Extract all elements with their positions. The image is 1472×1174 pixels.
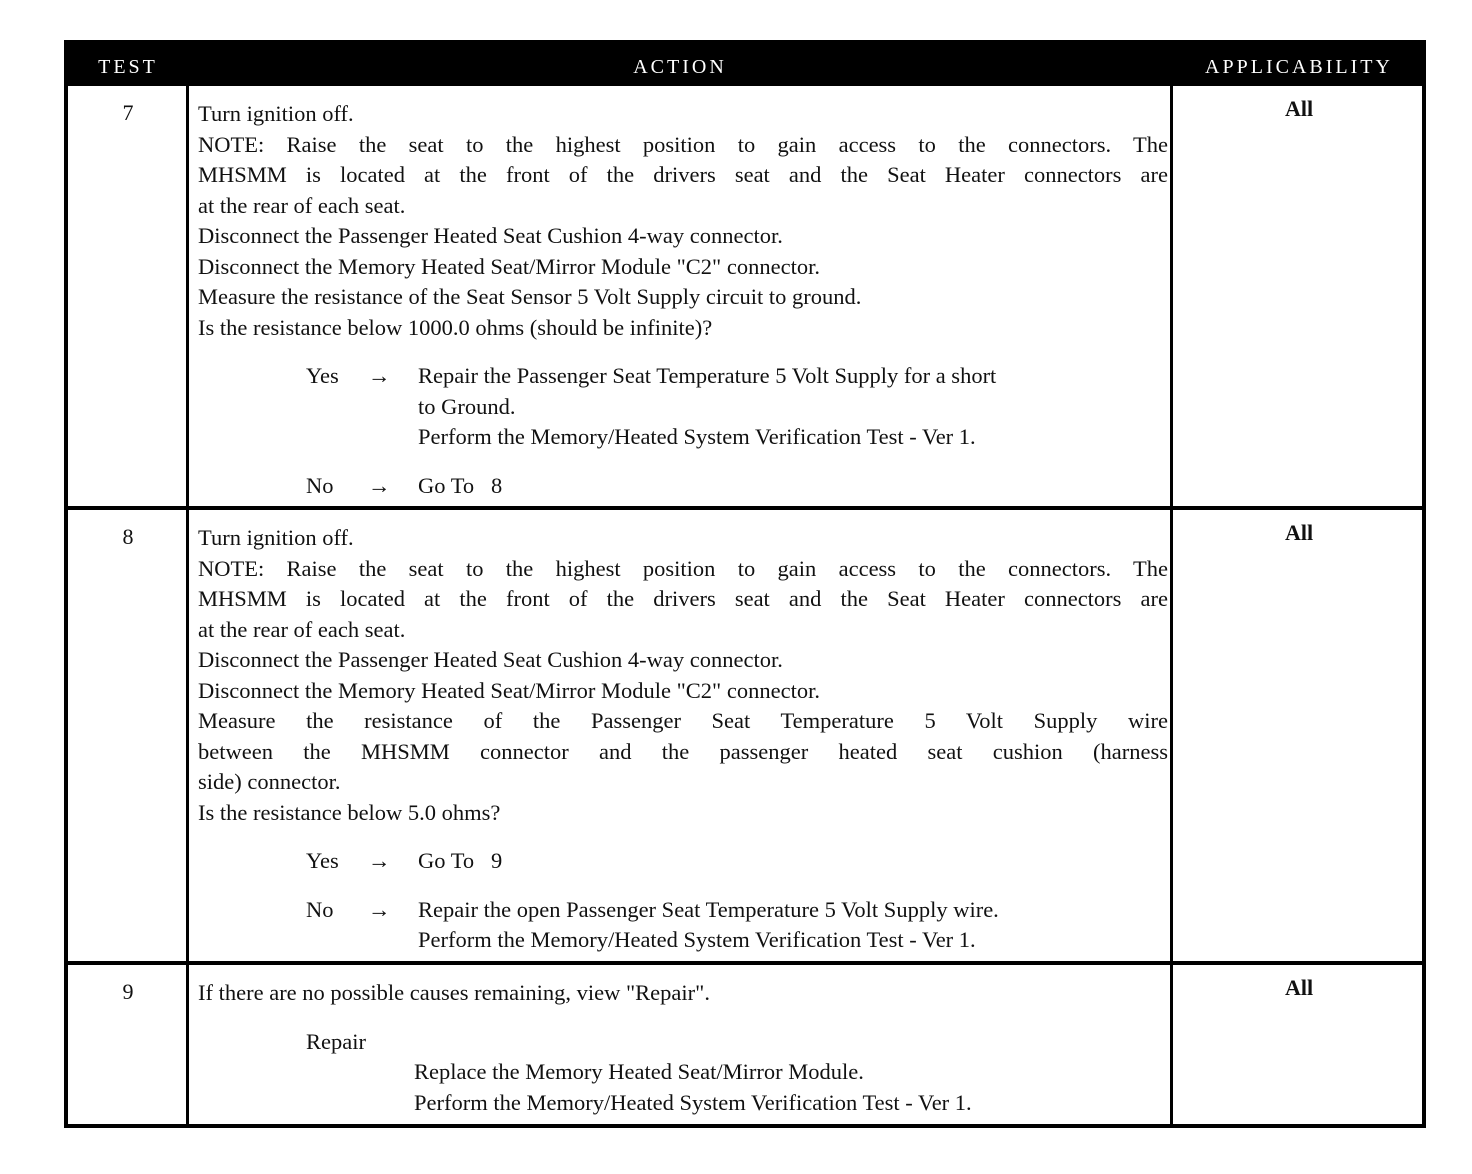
applicability-value: All	[1284, 96, 1314, 121]
applicability-value: All	[1284, 520, 1314, 545]
action-line: MHSMM is located at the front of the drivers seat and the Seat Heater connectors are	[198, 586, 1168, 611]
test-number: 9	[122, 979, 134, 1004]
action-line: MHSMM is located at the front of the drivers seat and the Seat Heater connectors are	[198, 162, 1168, 187]
diagnostic-table	[64, 40, 1426, 1128]
header-action: ACTION	[633, 56, 727, 78]
action-line: at the rear of each seat.	[198, 192, 406, 218]
table-row	[68, 965, 1422, 1128]
table-row	[68, 510, 1422, 961]
action-line: NOTE: Raise the seat to the highest position to gain access to the connectors. The	[198, 131, 1168, 157]
header-applicability: APPLICABILITY	[1205, 56, 1393, 78]
arrow-icon: →	[368, 472, 391, 498]
no-branch	[198, 471, 1168, 502]
action-line: Disconnect the Memory Heated Seat/Mirror Module "C2" connector.	[198, 253, 820, 279]
action-line: Is the resistance below 5.0 ohms?	[198, 799, 501, 825]
repair-line: Replace the Memory Heated Seat/Mirror Module.	[414, 1059, 864, 1084]
branch-line: Go To 8	[418, 472, 503, 498]
branch-line: to Ground.	[418, 393, 516, 419]
table-header	[68, 44, 1422, 86]
arrow-icon: →	[368, 896, 391, 922]
branch-line: Repair the open Passenger Seat Temperature 5 Volt Supply wire.	[418, 896, 999, 922]
test-number: 8	[122, 524, 134, 549]
table-row	[68, 86, 1422, 506]
action-line: side) connector.	[198, 769, 341, 794]
action-line: If there are no possible causes remaining, view "Repair".	[198, 980, 710, 1005]
action-cell	[198, 523, 1168, 956]
no-label: No	[306, 896, 334, 922]
arrow-icon: →	[368, 848, 391, 873]
branch-line: Perform the Memory/Heated System Verification Test - Ver 1.	[418, 424, 976, 449]
action-line: Turn ignition off.	[198, 525, 354, 550]
action-cell	[198, 978, 1168, 1118]
action-line: Disconnect the Memory Heated Seat/Mirror Module "C2" connector.	[198, 677, 820, 703]
repair-label: Repair	[306, 1028, 366, 1054]
yes-label: Yes	[306, 848, 339, 873]
header-test: TEST	[98, 56, 158, 78]
no-branch	[198, 895, 1168, 956]
branch-line: Repair the Passenger Seat Temperature 5 Volt Supply for a short	[418, 363, 997, 388]
action-line: NOTE: Raise the seat to the highest position to gain access to the connectors. The	[198, 555, 1168, 581]
yes-branch	[198, 846, 1168, 877]
applicability-value: All	[1284, 975, 1314, 1000]
action-line: between the MHSMM connector and the passenger heated seat cushion (harness	[198, 738, 1168, 764]
repair-line: Perform the Memory/Heated System Verification Test - Ver 1.	[414, 1089, 972, 1115]
action-line: Is the resistance below 1000.0 ohms (should be infinite)?	[198, 314, 713, 340]
branch-line: Perform the Memory/Heated System Verification Test - Ver 1.	[418, 927, 976, 952]
yes-branch	[198, 361, 1168, 453]
no-label: No	[306, 472, 334, 498]
yes-label: Yes	[306, 363, 339, 388]
action-line: Turn ignition off.	[198, 101, 354, 126]
action-cell	[198, 99, 1168, 501]
action-line: at the rear of each seat.	[198, 616, 406, 642]
action-line: Measure the resistance of the Passenger Seat Temperature 5 Volt Supply wire	[198, 708, 1168, 733]
branch-line: Go To 9	[418, 848, 503, 873]
action-line: Disconnect the Passenger Heated Seat Cushion 4-way connector.	[198, 647, 783, 672]
action-line: Disconnect the Passenger Heated Seat Cushion 4-way connector.	[198, 223, 783, 248]
action-line: Measure the resistance of the Seat Sensor 5 Volt Supply circuit to ground.	[198, 284, 862, 309]
test-number: 7	[122, 100, 134, 125]
arrow-icon: →	[368, 363, 391, 388]
